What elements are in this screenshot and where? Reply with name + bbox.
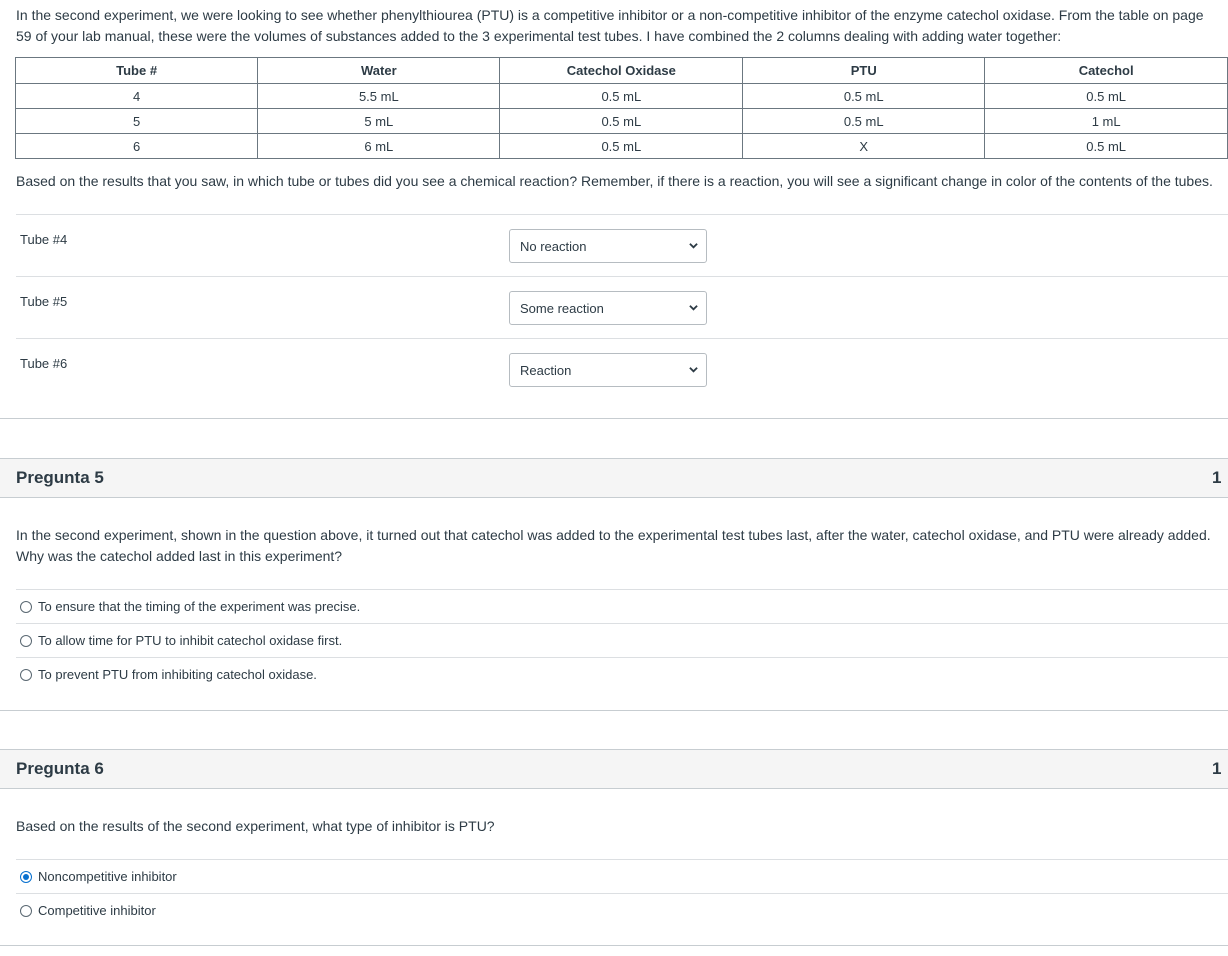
question-title: Pregunta 6 [16,759,104,778]
table-cell: X [743,134,985,159]
answer-option[interactable] [16,589,1228,623]
question-5-line-2: Why was the catechol added last in this experiment? [16,548,343,564]
table-cell: 5 mL [258,109,500,134]
question-5-header [0,458,1228,498]
radio-button[interactable] [20,669,32,681]
answer-option[interactable] [16,657,1228,691]
question-4-intro [16,5,1228,47]
table-row [16,109,1228,134]
table-cell: 4 [16,84,258,109]
match-row-tube-6 [16,338,1228,401]
radio-button-selected[interactable] [20,871,32,883]
select-value: Some reaction [520,301,604,316]
chevron-down-icon [689,241,698,250]
match-label: Tube #4 [20,232,68,247]
answer-option[interactable] [16,623,1228,657]
option-label: Noncompetitive inhibitor [38,869,177,884]
answer-option[interactable] [16,859,1228,893]
table-row [16,84,1228,109]
question-6-header [0,749,1228,789]
table-cell: 0.5 mL [500,84,743,109]
radio-button[interactable] [20,905,32,917]
header-catechol-oxidase: Catechol Oxidase [500,58,743,84]
table-row [16,134,1228,159]
table-cell: 6 mL [258,134,500,159]
question-points: 1 [1212,468,1222,487]
option-label: To allow time for PTU to inhibit catechol oxidase first. [38,633,343,648]
table-cell: 1 mL [985,109,1228,134]
question-divider [0,945,1228,946]
tube-volumes-table [15,57,1228,159]
chevron-down-icon [689,365,698,374]
question-divider [0,418,1228,419]
match-row-tube-5 [16,276,1228,339]
question-divider [0,710,1228,711]
radio-button[interactable] [20,601,32,613]
match-row-tube-4 [16,214,1228,277]
header-ptu: PTU [743,58,985,84]
table-cell: 5.5 mL [258,84,500,109]
option-label: To prevent PTU from inhibiting catechol oxidase. [38,667,317,682]
table-cell: 0.5 mL [985,134,1228,159]
option-label: Competitive inhibitor [38,903,156,918]
match-label: Tube #6 [20,356,68,371]
table-header-row [16,58,1228,84]
select-value: Reaction [520,363,572,378]
table-cell: 0.5 mL [743,109,985,134]
table-cell: 0.5 mL [743,84,985,109]
select-value: No reaction [520,239,587,254]
answer-select-tube-6[interactable] [509,353,707,387]
table-cell: 0.5 mL [500,109,743,134]
intro-line-2: 59 of your lab manual, these were the volumes of substances added to the 3 experimental test tubes. I have combined the 2 columns dealing with adding water together: [16,28,1062,44]
chevron-down-icon [689,303,698,312]
answer-select-tube-4[interactable] [509,229,707,263]
table-cell: 5 [16,109,258,134]
answer-option[interactable] [16,893,1228,927]
match-label: Tube #5 [20,294,68,309]
question-points: 1 [1212,759,1222,778]
header-tube: Tube # [16,58,258,84]
header-catechol: Catechol [985,58,1228,84]
table-cell: 0.5 mL [500,134,743,159]
table-cell: 6 [16,134,258,159]
question-6-text: Based on the results of the second experiment, what type of inhibitor is PTU? [16,818,495,834]
question-4-prompt: Based on the results that you saw, in which tube or tubes did you see a chemical reaction? Remember, if there is a reaction, you will see a significant change in color of the contents of the tubes. [16,173,1213,189]
radio-button[interactable] [20,635,32,647]
question-title: Pregunta 5 [16,468,104,487]
question-5-text [16,525,1211,567]
answer-select-tube-5[interactable] [509,291,707,325]
intro-line-1: In the second experiment, we were looking to see whether phenylthiourea (PTU) is a competitive inhibitor or a non-competitive inhibitor of the enzyme catechol oxidase. From the table on page [16,7,1204,23]
table-cell: 0.5 mL [985,84,1228,109]
header-water: Water [258,58,500,84]
option-label: To ensure that the timing of the experiment was precise. [38,599,361,614]
question-5-line-1: In the second experiment, shown in the question above, it turned out that catechol was added to the experimental test tubes last, after the water, catechol oxidase, and PTU were already added. [16,527,1211,543]
